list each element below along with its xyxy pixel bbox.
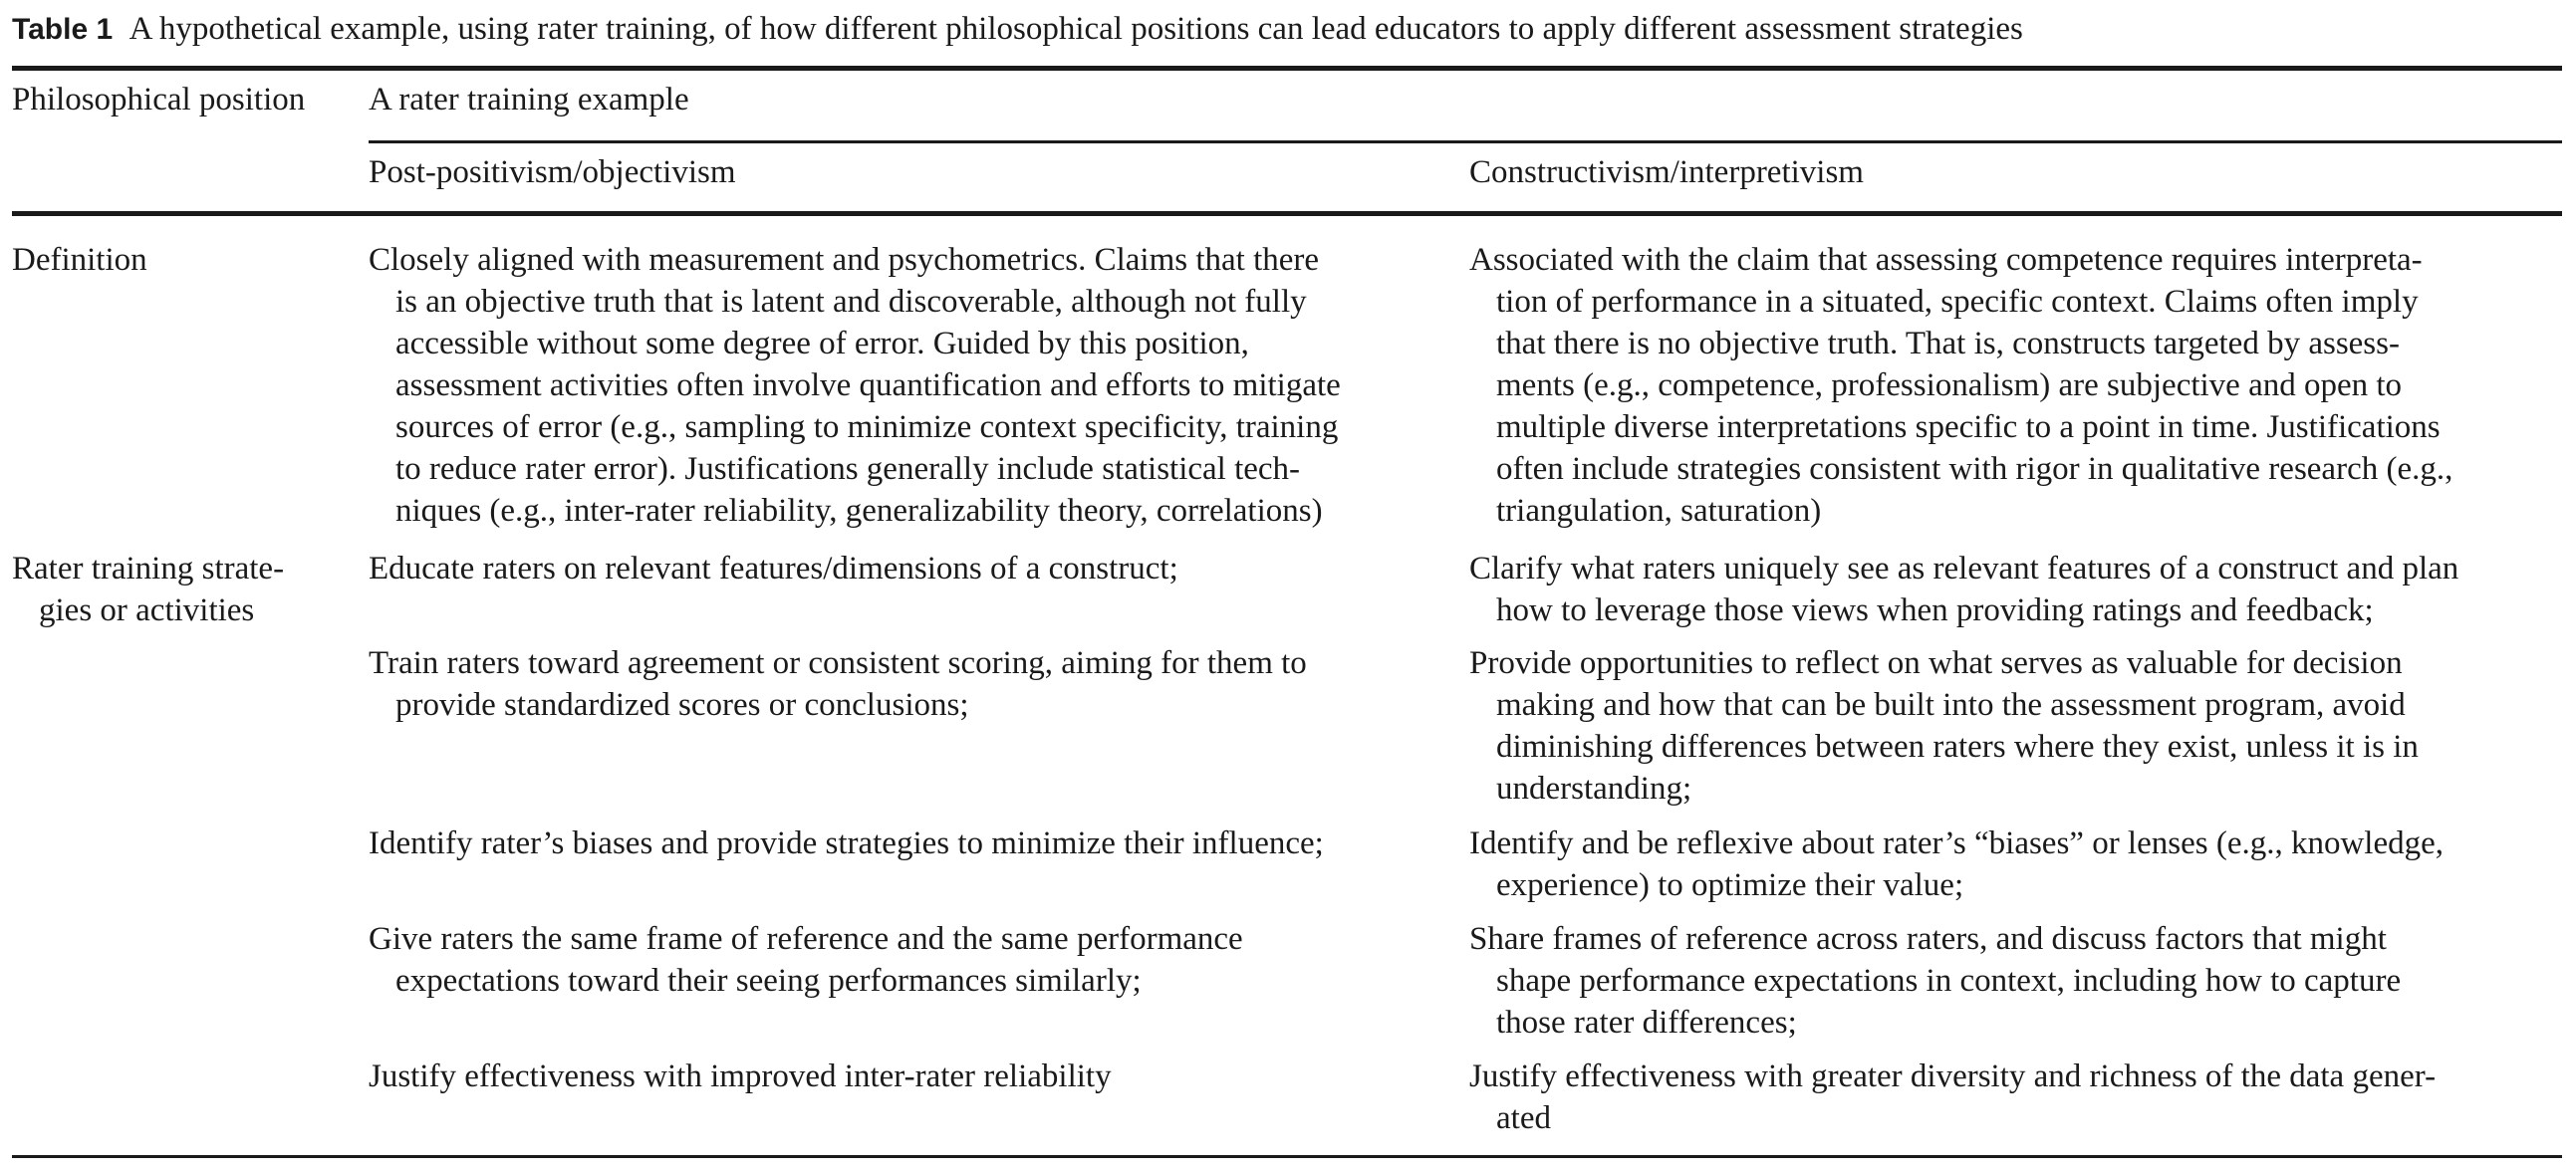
row-label-rater-training: Rater training strate- gies or activities xyxy=(12,551,285,628)
header-philosophical-position: Philosophical position xyxy=(12,82,306,117)
table-caption-label: Table 1 xyxy=(12,13,114,46)
strategy-post-positivism: Give raters the same frame of reference and the same performance expectations toward their seeing performances similarly; xyxy=(369,921,1243,999)
strategy-post-positivism: Identify rater’s biases and provide strategies to minimize their influence; xyxy=(369,825,1324,861)
row-label-definition: Definition xyxy=(12,242,147,278)
strategy-post-positivism: Train raters toward agreement or consistent scoring, aiming for them to provide standardized scores or conclusions; xyxy=(369,645,1307,723)
definition-constructivism: Associated with the claim that assessing competence requires interpreta- tion of performance in a situated, specific context. Claims often imply that there is no objective truth. That is, constructs targeted by assess- ments (e.g., competence, professionalism) are subjective and open to multiple diverse interpretations specific to a point in time. Justifications often include strategies consistent with rigor in qualitative research (e.g., triangulation, saturation) xyxy=(1469,242,2453,529)
header-post-positivism: Post-positivism/objectivism xyxy=(369,154,736,190)
header-rater-training-example: A rater training example xyxy=(369,82,689,117)
definition-post-positivism: Closely aligned with measurement and psychometrics. Claims that there is an objective truth that is latent and discoverable, although not fully accessible without some degree of error. Guided by this position, assessment activities often involve quantification and efforts to mitigate sources of error (e.g., sampling to minimize context specificity, training to reduce rater error). Justifications generally include statistical tech- niques (e.g., inter-rater reliability, generalizability theory, correlations) xyxy=(369,242,1341,529)
table-bottom-rule xyxy=(12,1155,2562,1158)
table-caption-text: A hypothetical example, using rater training, of how different philosophical positions can lead educators to apply different assessment strategies xyxy=(129,11,2023,47)
strategy-constructivism: Share frames of reference across raters, and discuss factors that might shape performance expectations in context, including how to capture those rater differences; xyxy=(1469,921,2402,1041)
strategy-post-positivism: Justify effectiveness with improved inter-rater reliability xyxy=(369,1058,1112,1094)
strategy-constructivism: Provide opportunities to reflect on what serves as valuable for decision making and how that can be built into the assessment program, avoid diminishing differences between raters where they exist, unless it is in understanding; xyxy=(1469,645,2419,807)
strategy-constructivism: Identify and be reflexive about rater’s “biases” or lenses (e.g., knowledge, experience) to optimize their value; xyxy=(1469,825,2445,903)
header-bottom-rule xyxy=(12,211,2562,216)
table-caption xyxy=(12,8,2562,51)
header-constructivism: Constructivism/interpretivism xyxy=(1469,154,1864,190)
strategy-constructivism: Clarify what raters uniquely see as relevant features of a construct and plan how to leverage those views when providing ratings and feedback; xyxy=(1469,551,2459,628)
table-top-rule xyxy=(12,66,2562,71)
strategy-post-positivism: Educate raters on relevant features/dimensions of a construct; xyxy=(369,551,1178,587)
header-spanner-rule xyxy=(369,140,2562,143)
strategy-constructivism: Justify effectiveness with greater diversity and richness of the data gener- ated xyxy=(1469,1058,2437,1136)
